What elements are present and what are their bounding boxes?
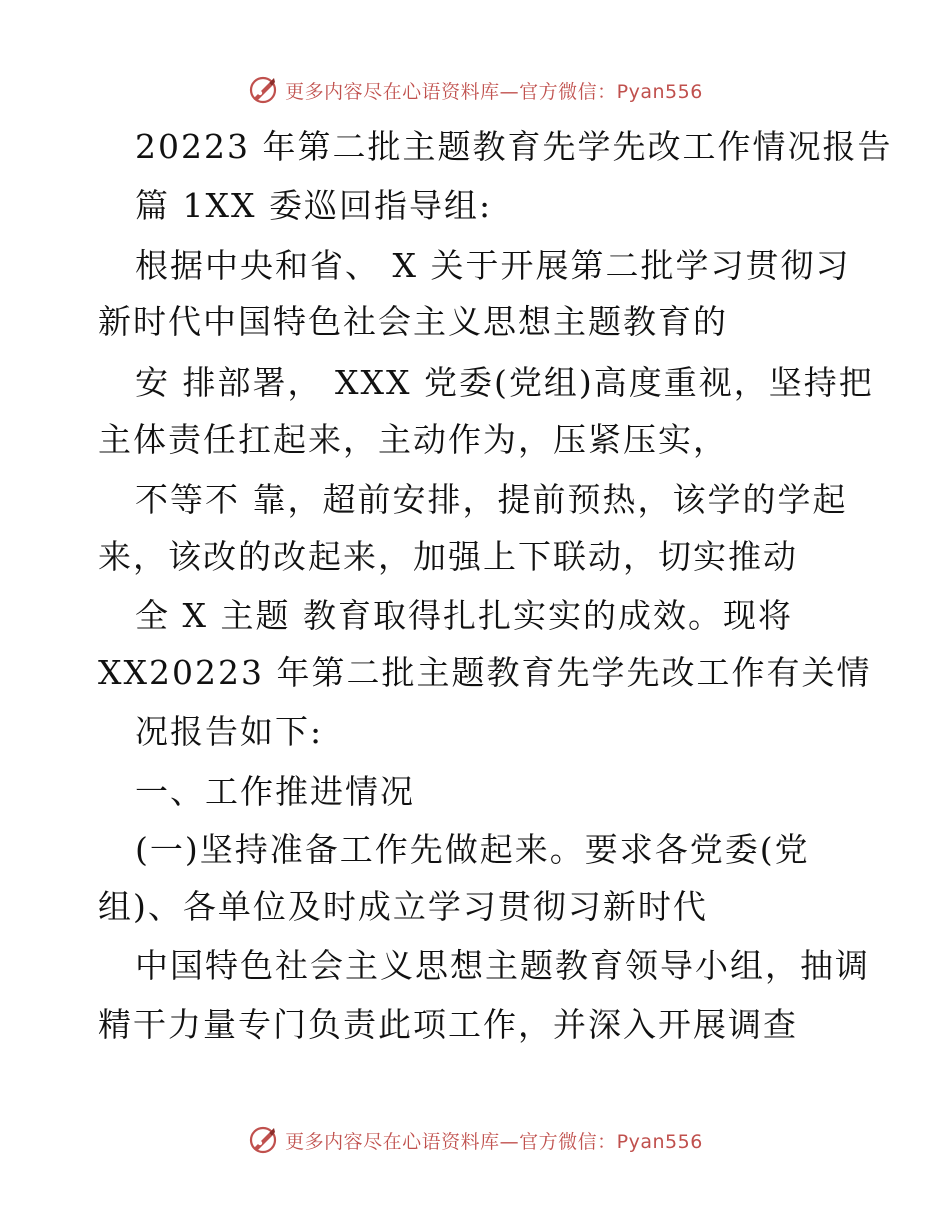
text-line: 来，该改的改起来，加强上下联动，切实推动 [98, 537, 798, 576]
quill-logo-icon [247, 74, 279, 106]
text-line: XX20223 年第二批主题教育先学先改工作有关情 [98, 653, 872, 692]
quill-logo-icon [247, 1124, 279, 1156]
document-title: 20223 年第二批主题教育先学先改工作情况报告 [135, 127, 893, 166]
text-line: 全 X 主题 教育取得扎扎实实的成效。现将 [135, 596, 793, 635]
text-line: 新时代中国特色社会主义思想主题教育的 [98, 302, 728, 341]
text-line: 根据中央和省、 X 关于开展第二批学习贯彻习 [135, 246, 851, 285]
text-line: 篇 1XX 委巡回指导组: [135, 186, 493, 225]
text-line: 精干力量专门负责此项工作，并深入开展调查 [98, 1005, 798, 1044]
text-line: (一)坚持准备工作先做起来。要求各党委(党 [135, 830, 810, 869]
watermark-text: 更多内容尽在心语资料库—官方微信：Pyan556 [285, 80, 703, 103]
text-line: 组)、各单位及时成立学习贯彻习新时代 [98, 887, 708, 926]
footer-watermark [0, 1120, 950, 1160]
text-line: 安 排部署， XXX 党委(党组)高度重视，坚持把 [135, 363, 874, 402]
text-line: 中国特色社会主义思想主题教育领导小组，抽调 [135, 946, 870, 985]
text-line: 不等不 靠，超前安排，提前预热，该学的学起 [135, 480, 848, 519]
text-line: 况报告如下: [135, 712, 324, 751]
header-watermark [0, 70, 950, 110]
section-heading: 一、工作推进情况 [135, 772, 415, 811]
text-line: 主体责任扛起来，主动作为，压紧压实， [98, 420, 728, 459]
watermark-text: 更多内容尽在心语资料库—官方微信：Pyan556 [285, 1130, 703, 1153]
